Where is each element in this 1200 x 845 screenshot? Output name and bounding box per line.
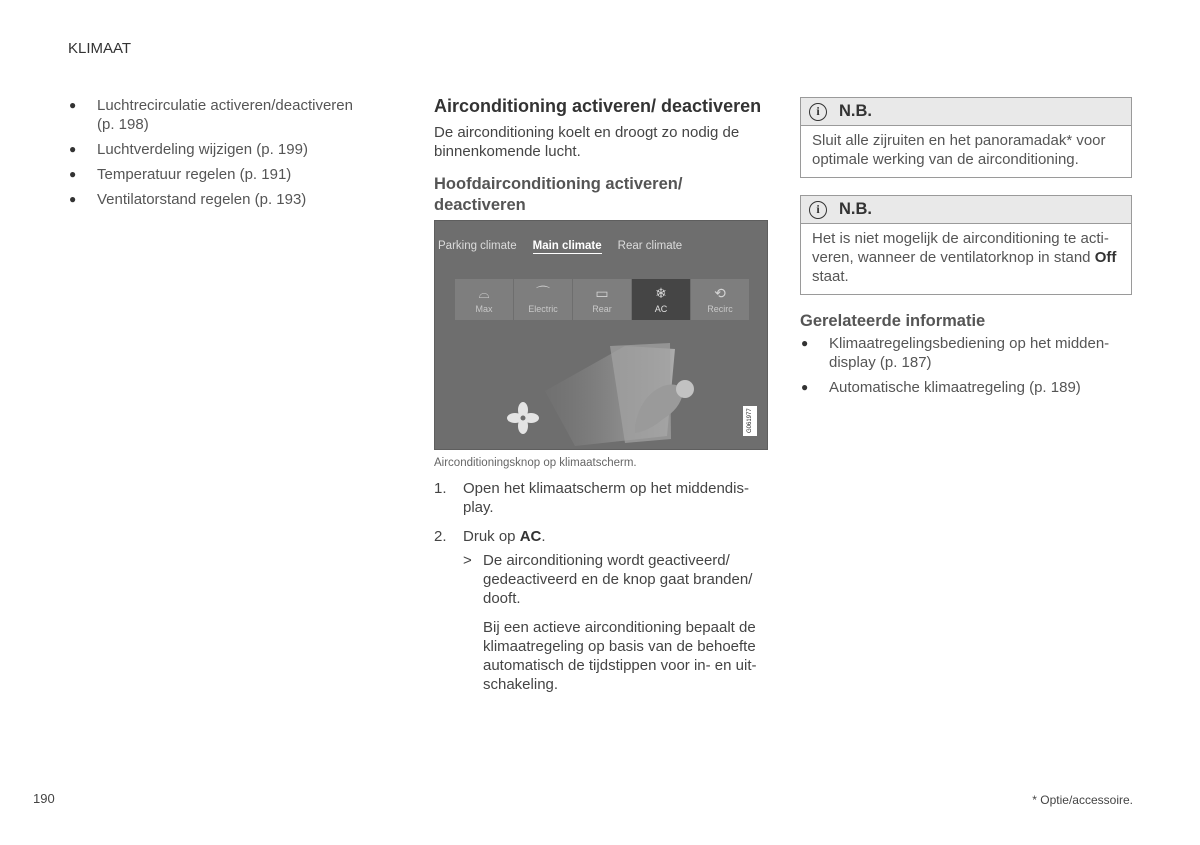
- list-item[interactable]: ● Temperatuur regelen (p. 191): [69, 166, 292, 183]
- rear-defrost-icon: ▭: [595, 284, 609, 301]
- note-box: [800, 97, 1132, 178]
- step-result: > De airconditioning wordt geactiveerd/ gedeactiveerd en de knop gaat branden/ dooft.: [463, 552, 753, 607]
- result-marker: >: [463, 552, 472, 569]
- note-body: Het is niet mogelijk de airconditioning te acti-veren, wanneer de ventilatorknop in stand Off staat.: [812, 230, 1117, 285]
- electric-defrost-button[interactable]: ⌒ Electric: [514, 279, 572, 320]
- climate-tabs: [438, 240, 698, 254]
- climate-screen-figure: [434, 220, 768, 450]
- rear-defrost-button[interactable]: ▭ Rear: [573, 279, 631, 320]
- tab-rear-climate[interactable]: Rear climate: [617, 240, 683, 252]
- ac-label: AC: [519, 528, 542, 545]
- subsection-heading: Hoofdairconditioning activeren/ deactiveren: [434, 175, 683, 214]
- figure-caption: Airconditioningsknop op klimaatscherm.: [434, 457, 637, 469]
- tab-main-climate[interactable]: Main climate: [532, 240, 602, 252]
- bullet-icon: ●: [69, 167, 77, 181]
- related-info-list: [800, 334, 1132, 397]
- ac-button[interactable]: ❄ AC: [632, 279, 690, 320]
- step-item: 2. Druk op AC. > De airconditioning wordt geactiveerd/ gedeactiveerd en de knop gaat branden/ dooft. Bij een actieve airconditioning bepaalt de klimaatregeling op basis van de behoefte automatisch de tijdstippen voor in- en uit-schakeling.: [434, 527, 768, 694]
- footnote: * Optie/accessoire.: [1032, 793, 1133, 807]
- bullet-icon: ●: [69, 192, 77, 206]
- max-defrost-icon: ⌓: [478, 284, 490, 301]
- list-item[interactable]: ● Ventilatorstand regelen (p. 193): [69, 191, 307, 208]
- step-item: 1. Open het klimaatscherm op het middendis-play.: [434, 480, 749, 516]
- related-links-list: [68, 96, 368, 209]
- bullet-icon: ●: [69, 98, 77, 112]
- note-box: [800, 195, 1132, 295]
- electric-defrost-icon: ⌒: [536, 284, 550, 301]
- climate-button-row: [455, 279, 750, 320]
- figure-code: G061977: [743, 406, 757, 436]
- page-number: 190: [33, 791, 55, 806]
- left-column: [68, 96, 368, 215]
- info-icon: i: [809, 201, 827, 219]
- tab-parking-climate[interactable]: Parking climate: [438, 240, 517, 252]
- bullet-icon: ●: [69, 142, 77, 156]
- step-result-note: Bij een actieve airconditioning bepaalt de klimaatregeling op basis van de behoefte automatisch de tijdstippen voor in- en uit-schakeling.: [483, 619, 757, 693]
- chapter-header: KLIMAAT: [68, 40, 132, 57]
- section-heading: Airconditioning activeren/ deactiveren: [434, 96, 762, 116]
- list-item[interactable]: ● Klimaatregelingsbediening op het midden-display (p. 187): [801, 335, 1110, 371]
- fan-icon: [507, 402, 539, 434]
- middle-column: [434, 96, 768, 704]
- max-defrost-button[interactable]: ⌓ Max: [455, 279, 513, 320]
- snowflake-icon: ❄: [655, 284, 667, 301]
- steps-list: [434, 479, 768, 694]
- bullet-icon: ●: [801, 380, 809, 394]
- list-item[interactable]: ● Luchtverdeling wijzigen (p. 199): [69, 141, 308, 158]
- note-header: [801, 98, 1131, 126]
- off-label: Off: [1094, 249, 1117, 266]
- recirculation-button[interactable]: ⟲ Recirc: [691, 279, 749, 320]
- list-item[interactable]: ● Luchtrecirculatie activeren/deactiveren (p. 198): [69, 97, 353, 133]
- intro-paragraph: De airconditioning koelt en droogt zo nodig de binnenkomende lucht.: [434, 124, 740, 160]
- bullet-icon: ●: [801, 336, 809, 350]
- right-column: [800, 97, 1132, 403]
- note-title: N.B.: [839, 200, 872, 218]
- recirculation-icon: ⟲: [714, 284, 726, 301]
- seat-fan-illustration: [435, 221, 768, 450]
- note-body: Sluit alle zijruiten en het panoramadak* voor optimale werking van de airconditioning.: [812, 132, 1106, 168]
- list-item[interactable]: ● Automatische klimaatregeling (p. 189): [801, 379, 1081, 396]
- note-title: N.B.: [839, 102, 872, 120]
- related-info-heading: Gerelateerde informatie: [800, 312, 986, 330]
- info-icon: i: [809, 103, 827, 121]
- note-header: [801, 196, 1131, 224]
